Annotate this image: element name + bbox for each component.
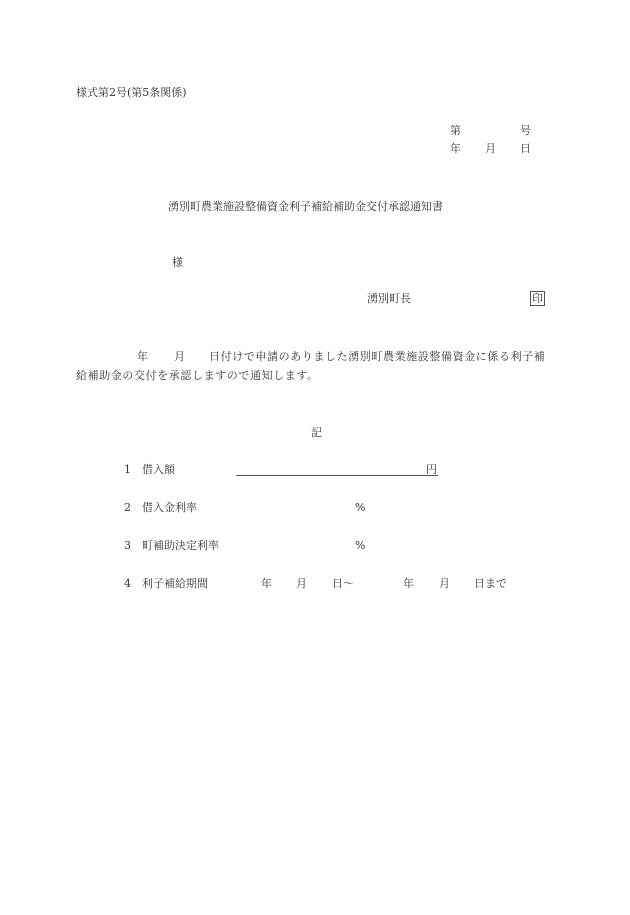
body-year: 年 [137, 350, 148, 363]
date-year: 年 [450, 142, 461, 155]
item-3-unit: % [355, 539, 366, 552]
item-3-number: 3 [124, 539, 131, 552]
form-number: 様式第2号(第5条関係) [76, 86, 187, 99]
body-text-line1: 日付けで申請のありました湧別町農業施設整備資金に係る利子補 [209, 350, 546, 363]
item-4-start-month: 月 [296, 577, 307, 590]
seal-mark [530, 291, 545, 306]
item-4-start-day: 日〜 [332, 577, 354, 590]
ki-heading: 記 [311, 426, 322, 439]
item-1-amount-line[interactable] [236, 475, 438, 476]
item-4-end-day: 日まで [474, 577, 507, 590]
item-4-end-month: 月 [439, 577, 450, 590]
item-3-label: 町補助決定利率 [142, 539, 219, 552]
seal-icon: 印 [532, 292, 543, 305]
document-title: 湧別町農業施設整備資金利子補給補助金交付承認通知書 [168, 200, 443, 213]
doc-number-prefix: 第 [450, 124, 461, 137]
item-1-number: 1 [124, 463, 131, 476]
item-2-label: 借入金利率 [142, 501, 197, 514]
item-2-number: 2 [124, 501, 131, 514]
item-4-end-year: 年 [403, 577, 414, 590]
issuer-name: 湧別町長 [367, 292, 411, 305]
body-month: 月 [174, 350, 185, 363]
item-2-unit: % [355, 501, 366, 514]
item-1-unit: 円 [426, 463, 437, 476]
item-4-number: 4 [124, 577, 131, 590]
date-day: 日 [520, 142, 531, 155]
addressee-suffix: 様 [172, 256, 183, 269]
item-4-label: 利子補給期間 [142, 577, 208, 590]
body-text-line2: 給補助金の交付を承認しますので通知します。 [76, 369, 319, 382]
item-1-label: 借入額 [142, 463, 175, 476]
doc-number-suffix: 号 [520, 124, 531, 137]
item-4-start-year: 年 [261, 577, 272, 590]
date-month: 月 [485, 142, 496, 155]
